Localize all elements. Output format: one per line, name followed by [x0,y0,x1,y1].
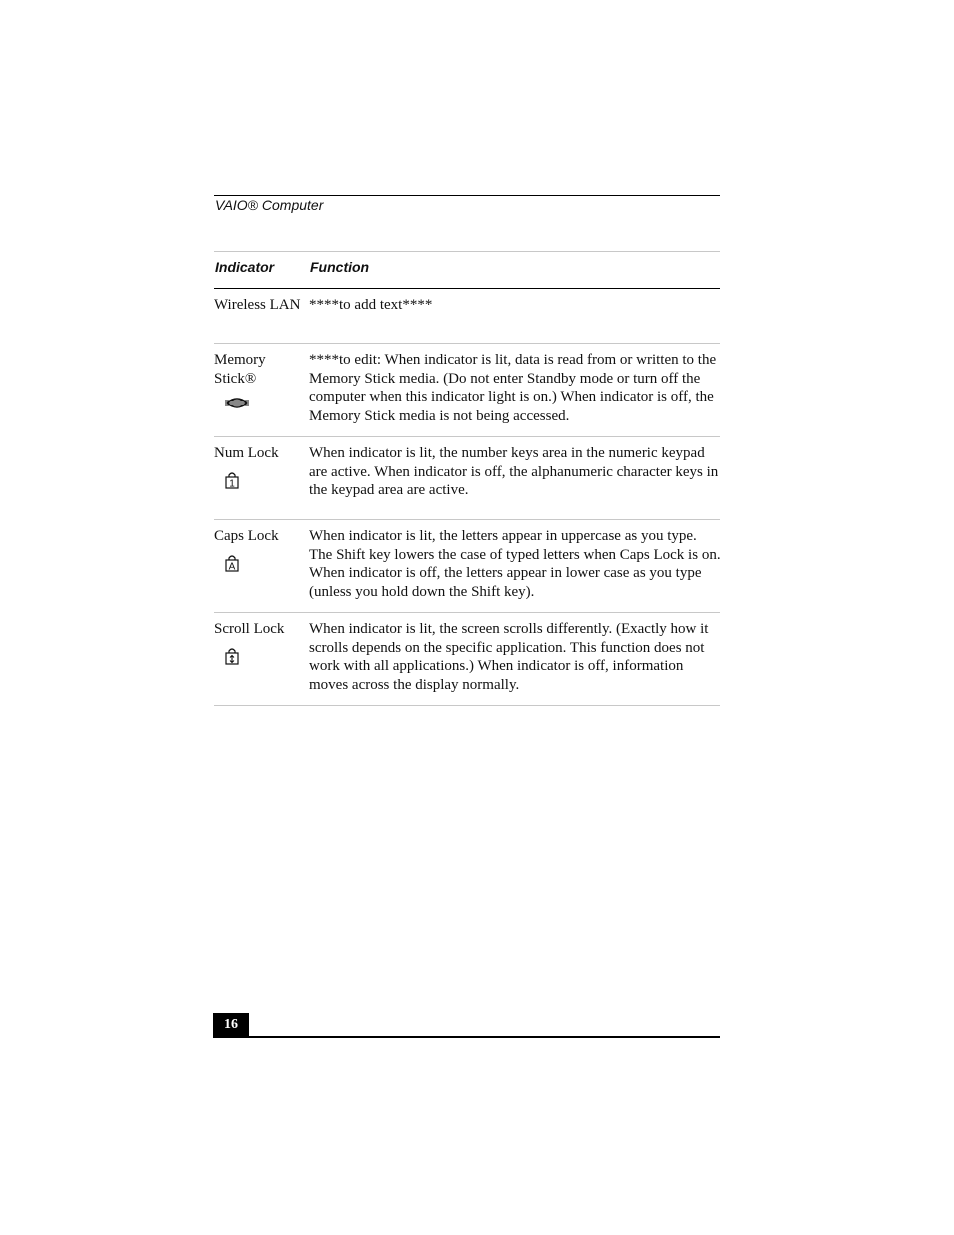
scroll-lock-icon [225,647,239,665]
function-cell: ****to edit: When indicator is lit, data is read from or written to the Memory Stick media. (Do not enter Standby mode or turn off the computer when this indicator light is on.) When indicator is off, the Memory Stick media is not being accessed. [309,352,717,425]
indicator-label: Scroll Lock [214,621,285,637]
indicator-cell [214,351,306,410]
function-cell: When indicator is lit, the number keys area in the numeric keypad are active. When indicator is off, the alphanumeric character keys in the keypad area are active. [309,445,719,499]
table-row-scroll-lock [214,613,720,706]
indicator-label: Memory Stick® [214,352,266,387]
column-header-function: Function [310,259,370,275]
indicator-cell [214,444,306,489]
function-cell: When indicator is lit, the letters appear in uppercase as you type. The Shift key lowers the case of typed letters when Caps Lock is on. When indicator is off, the letters appear in lower case as you type (unless you hold down the Shift key). [309,528,721,601]
table-row-caps-lock [214,520,720,613]
function-cell: When indicator is lit, the screen scrolls differently. (Exactly how it scrolls depends on the specific application. This function does not work with all applications.) When indicator is off, information moves across the display normally. [309,621,709,694]
num-lock-icon [225,471,239,489]
table-row-num-lock [214,437,720,520]
page-number: 16 [213,1013,249,1037]
memory-stick-icon [225,396,249,410]
column-header-indicator: Indicator [215,259,275,275]
table-row-memory-stick [214,344,720,437]
indicator-cell [214,527,306,572]
svg-text:1: 1 [229,478,235,489]
function-cell: ****to add text**** [309,297,433,313]
indicator-cell [214,620,306,665]
running-header: VAIO® Computer [215,197,324,213]
footer-rule [213,1036,720,1038]
indicator-cell [214,296,310,315]
indicator-label: Num Lock [214,445,279,461]
svg-text:A: A [228,561,236,572]
indicator-label: Caps Lock [214,528,279,544]
table-row-wireless-lan [214,289,720,344]
table-header-row [214,251,720,289]
indicator-label: Wireless LAN [214,297,301,313]
header-rule [214,195,720,196]
indicator-table [214,251,720,706]
caps-lock-icon [225,554,239,572]
